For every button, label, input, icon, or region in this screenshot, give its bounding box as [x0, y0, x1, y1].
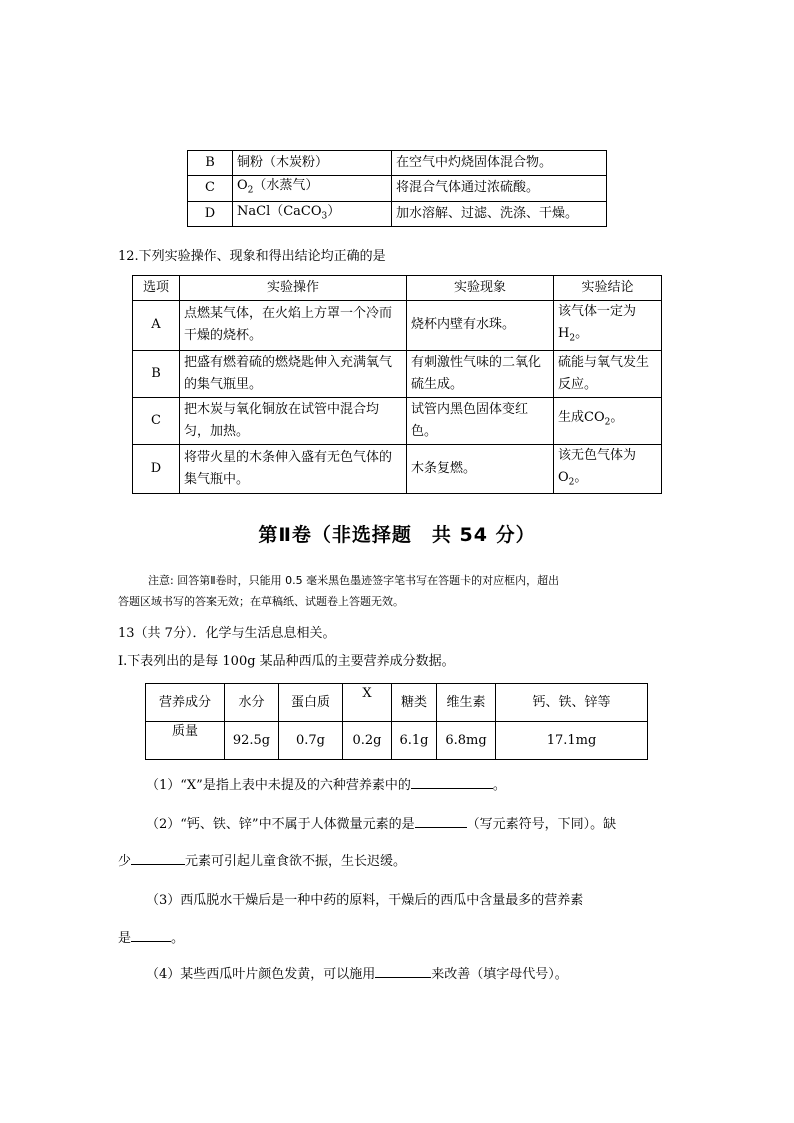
sub-question-text: （2）“钙、铁、锌”中不属于人体微量元素的是 — [146, 817, 415, 832]
phenomenon-cell: 木条复燃。 — [407, 444, 554, 494]
substance-cell — [233, 201, 392, 227]
substance-cell — [233, 176, 392, 202]
answer-blank[interactable] — [131, 927, 171, 942]
operation-cell: 将带火星的木条伸入盛有无色气体的集气瓶中。 — [180, 444, 407, 494]
sub-question-text: 元素可引起儿童食欲不振，生长迟缓。 — [185, 854, 407, 869]
formula-subscript: 2 — [568, 477, 575, 488]
header-conclusion: 实验结论 — [554, 276, 662, 301]
header-cell: 糖类 — [392, 684, 437, 722]
operation-cell: 把盛有燃着硫的燃烧匙伸入充满氧气的集气瓶里。 — [180, 350, 407, 397]
value-cell: 92.5g — [225, 722, 279, 760]
formula-subscript: 2 — [247, 185, 254, 196]
value-cell: 0.2g — [343, 722, 392, 760]
conclusion-cell — [554, 301, 662, 351]
header-option: 选项 — [133, 276, 180, 301]
conclusion-end: 。 — [610, 410, 624, 426]
conclusion-cell: 硫能与氧气发生反应。 — [554, 350, 662, 397]
table-row — [146, 722, 648, 760]
header-cell: 维生素 — [437, 684, 496, 722]
conclusion-end: 。 — [574, 469, 588, 485]
operation-cell: 把木炭与氧化铜放在试管中混合均匀，加热。 — [180, 397, 407, 444]
conclusion-text: 该无色气体为O — [558, 447, 637, 485]
conclusion-text: 生成CO — [558, 410, 605, 426]
table-row — [188, 151, 607, 176]
section-title: 第Ⅱ卷（非选择题 共 54 分） — [258, 524, 536, 546]
table-row — [133, 350, 662, 397]
value-cell: 质量 — [146, 722, 225, 760]
formula-rest: （水蒸气） — [253, 178, 319, 193]
sub-question-4 — [146, 963, 568, 982]
option-cell: A — [133, 301, 180, 351]
conclusion-end: 。 — [575, 326, 589, 341]
formula-subscript: 2 — [604, 417, 611, 428]
answer-blank[interactable] — [375, 963, 431, 978]
sub-question-text: 少 — [118, 854, 132, 869]
header-cell: 钙、铁、锌等 — [496, 684, 648, 722]
sub-question-text: （写元素符号，下同）。缺 — [466, 817, 617, 832]
substance-cell: 铜粉（木炭粉） — [233, 151, 392, 176]
formula-subscript: 3 — [321, 211, 328, 222]
phenomenon-cell: 试管内黑色固体变红色。 — [407, 397, 554, 444]
notice-line-2: 答题区域书写的答案无效；在草稿纸、试题卷上答题无效。 — [118, 595, 404, 608]
sub-question-3: （3）西瓜脱水干燥后是一种中药的原料，干燥后的西瓜中含量最多的营养素 — [146, 893, 584, 908]
question-13-stem: 13（共 7分）．化学与生活息息相关。 — [118, 626, 336, 641]
phenomenon-cell: 烧杯内壁有水珠。 — [407, 301, 554, 351]
sub-question-text: 。 — [492, 778, 506, 793]
answer-blank[interactable] — [415, 813, 467, 828]
method-cell: 在空气中灼烧固体混合物。 — [392, 151, 607, 176]
option-cell: D — [133, 444, 180, 494]
table-row — [133, 301, 662, 351]
header-cell: 蛋白质 — [279, 684, 343, 722]
header-cell: 水分 — [225, 684, 279, 722]
sub-question-text: 是 — [118, 931, 132, 946]
sub-question-text: （1）“X”是指上表中未提及的六种营养素中的 — [146, 778, 411, 793]
sub-question-text: （4）某些西瓜叶片颜色发黄，可以施用 — [146, 967, 376, 982]
notice-line-1: 注意: 回答第Ⅱ卷时，只能用 0.5 毫米黑色墨迹签字笔书写在答题卡的对应框内，超出 — [148, 574, 560, 587]
part-1-intro: Ⅰ.下表列出的是每 100g 某品种西瓜的主要营养成分数据。 — [118, 654, 455, 669]
sub-question-3-cont — [118, 927, 184, 946]
value-cell: 6.8mg — [437, 722, 496, 760]
question-12-stem: 12.下列实验操作、现象和得出结论均正确的是 — [118, 249, 386, 264]
option-cell: B — [188, 151, 233, 176]
answer-blank[interactable] — [131, 850, 185, 865]
header-phenomenon: 实验现象 — [407, 276, 554, 301]
operation-cell: 点燃某气体，在火焰上方罩一个冷而干燥的烧杯。 — [180, 301, 407, 351]
option-cell: B — [133, 350, 180, 397]
option-cell: C — [188, 176, 233, 202]
table-header-row — [146, 684, 648, 722]
formula-rest: ） — [327, 203, 341, 219]
sub-question-2-cont — [118, 850, 406, 869]
option-cell: C — [133, 397, 180, 444]
answer-blank[interactable] — [411, 774, 493, 789]
phenomenon-cell: 有刺激性气味的二氧化硫生成。 — [407, 350, 554, 397]
method-cell: 将混合气体通过浓硫酸。 — [392, 176, 607, 202]
value-cell: 6.1g — [392, 722, 437, 760]
value-cell: 17.1mg — [496, 722, 648, 760]
header-operation: 实验操作 — [180, 276, 407, 301]
formula-main: NaCl（CaCO — [237, 203, 322, 219]
conclusion-text: 该气体一定为H — [558, 304, 637, 341]
separation-table — [187, 150, 607, 227]
table-header-row — [133, 276, 662, 301]
sub-question-1 — [146, 774, 506, 793]
option-cell: D — [188, 201, 233, 227]
sub-question-text: 来改善（填字母代号）。 — [431, 967, 568, 982]
header-cell: 营养成分 — [146, 684, 225, 722]
value-cell: 0.7g — [279, 722, 343, 760]
experiment-table — [132, 275, 662, 494]
method-cell: 加水溶解、过滤、洗涤、干燥。 — [392, 201, 607, 227]
answer-notice — [118, 570, 678, 612]
conclusion-cell — [554, 397, 662, 444]
table-row — [133, 444, 662, 494]
table-row — [188, 201, 607, 227]
conclusion-cell — [554, 444, 662, 494]
table-row — [133, 397, 662, 444]
sub-question-text: 。 — [171, 931, 185, 946]
nutrition-table — [145, 683, 648, 760]
formula-main: O — [237, 178, 248, 193]
formula-subscript: 2 — [569, 333, 576, 344]
sub-question-2 — [146, 813, 616, 832]
header-cell: X — [343, 684, 392, 722]
table-row — [188, 176, 607, 202]
